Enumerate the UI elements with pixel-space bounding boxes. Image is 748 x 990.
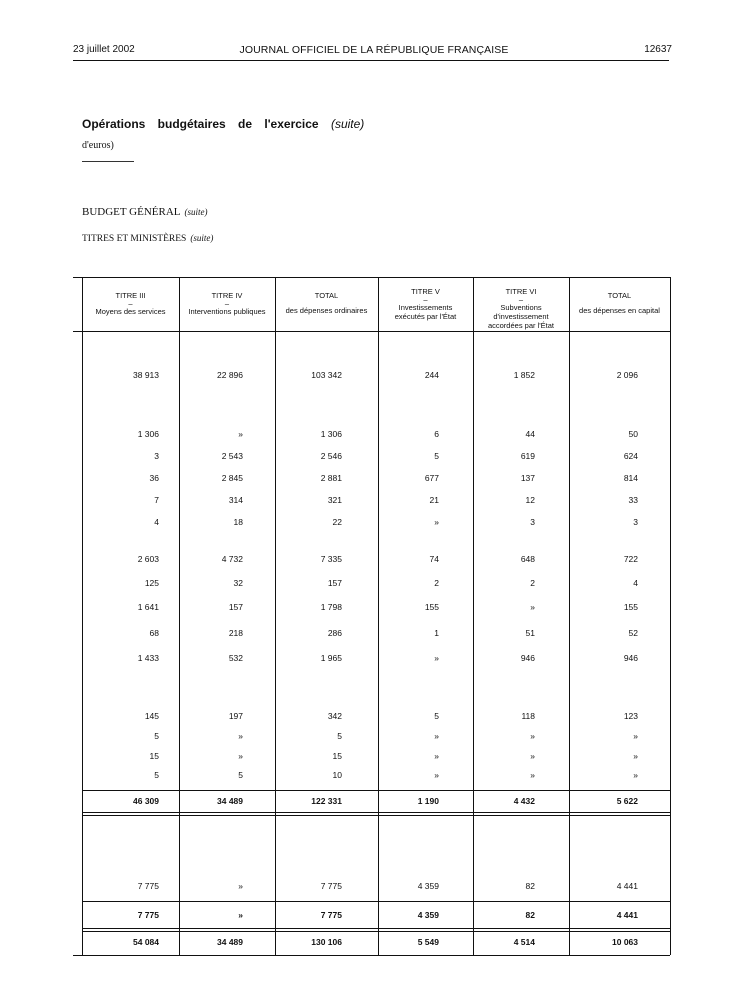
column-header-line2: – [518,295,524,304]
table-cell: 5 [337,731,342,741]
table-cell: 1 965 [320,653,342,663]
column-header [82,291,179,316]
column-header-line3: Subventions d'investissement [493,303,549,321]
table-cell: 4 441 [616,910,638,920]
table-cell: 157 [327,578,342,588]
budget-suffix: (suite) [184,207,208,217]
table-cell: 1 433 [137,653,159,663]
section-title-suffix: (suite) [330,117,365,131]
table-cell: 15 [149,751,159,761]
table-cell: 7 [154,495,159,505]
table-cell: 532 [228,653,243,663]
column-header [569,291,670,315]
table-cell: 5 [434,711,439,721]
table-cell: 619 [520,451,535,461]
table-cell: 5 [238,770,243,780]
table-cell: » [434,517,439,527]
page-number: 12637 [644,44,672,55]
table-cell: » [633,731,638,741]
table-cell: 4 441 [616,881,638,891]
table-cell: 125 [144,578,159,588]
table-cell: 82 [525,910,535,920]
table-cell: 1 641 [137,602,159,612]
table-cell: 7 775 [137,910,159,920]
table-cell: 103 342 [311,370,342,380]
table-cell: 342 [327,711,342,721]
section-title-text: Opérations budgétaires de l'exercice [82,117,319,131]
column-header-line1: TITRE VI [505,287,537,296]
table-cell: 244 [424,370,439,380]
table-cell: » [238,881,243,891]
table-cell: 33 [628,495,638,505]
table-cell: 52 [628,628,638,638]
table-cell: » [238,429,243,439]
table-cell: 74 [429,554,439,564]
table-cell: 157 [228,602,243,612]
table-cell: 2 845 [221,473,243,483]
table-cell: 6 [434,429,439,439]
table-cell: 286 [327,628,342,638]
table-cell: 218 [228,628,243,638]
table-cell: » [434,770,439,780]
table-cell: 2 [530,578,535,588]
table-cell: » [633,751,638,761]
table-cell: 68 [149,628,159,638]
column-header-line3: des dépenses en capital [579,306,660,315]
table-cell: 82 [525,881,535,891]
column-header-line4: accordées par l'État [487,321,555,330]
table-cell: 4 359 [417,881,439,891]
table-cell: 722 [623,554,638,564]
grand-total-rule [82,931,670,932]
table-cell: 5 [154,770,159,780]
table-cell: 1 190 [417,796,439,806]
table-cell: 321 [327,495,342,505]
column-header [473,287,569,330]
table-cell: 5 622 [616,796,638,806]
table-cell: 15 [332,751,342,761]
table-cell: 123 [623,711,638,721]
table-cell: 677 [424,473,439,483]
table-bottom-rule [73,955,670,956]
table-cell: 1 306 [320,429,342,439]
table-cell: 2 543 [221,451,243,461]
total-rule-top [82,790,670,791]
table-cell: 7 775 [320,881,342,891]
table-column-rule [670,277,671,955]
table-cell: 155 [623,602,638,612]
header-date: 23 juillet 2002 [73,44,135,55]
table-cell: » [238,751,243,761]
table-cell: 1 798 [320,602,342,612]
column-header [179,291,275,316]
table-cell: 34 489 [217,937,243,947]
table-cell: 1 852 [513,370,535,380]
journal-title: JOURNAL OFFICIEL DE LA RÉPUBLIQUE FRANÇAISE [239,44,509,56]
table-cell: 137 [520,473,535,483]
column-header-line1: TITRE V [411,287,440,296]
table-cell: » [434,653,439,663]
column-header-line3: des dépenses ordinaires [285,306,368,315]
unit-note: d'euros) [82,140,114,151]
table-cell: 2 546 [320,451,342,461]
table-cell: » [530,770,535,780]
column-header-line3: Interventions publiques [188,307,266,316]
table-cell: 314 [228,495,243,505]
table-cell: 4 [154,517,159,527]
table-cell: 5 [154,731,159,741]
column-header [275,291,378,315]
table-cell: 4 359 [417,910,439,920]
table-cell: 54 084 [133,937,159,947]
column-header-line1: TOTAL [314,291,339,300]
table-cell: 4 [633,578,638,588]
table-cell: 7 775 [320,910,342,920]
subtotal-rule-bottom [82,928,670,929]
table-cell: » [530,751,535,761]
table-cell: 18 [233,517,243,527]
table-cell: 46 309 [133,796,159,806]
column-header [378,287,473,321]
table-cell: 4 432 [513,796,535,806]
table-cell: 2 [434,578,439,588]
column-header-line4: exécutés par l'État [394,312,457,321]
table-cell: 648 [520,554,535,564]
table-cell: 145 [144,711,159,721]
table-cell: 5 [434,451,439,461]
total-rule-bottom-2 [82,815,670,816]
table-cell: 7 775 [137,881,159,891]
table-cell: 22 896 [217,370,243,380]
table-cell: 1 [434,628,439,638]
table-cell: » [238,910,243,920]
table-cell: 122 331 [311,796,342,806]
table-cell: 4 732 [221,554,243,564]
table-cell: 946 [623,653,638,663]
table-cell: » [434,751,439,761]
column-header-line3: Investissements [398,303,453,312]
table-cell: 1 306 [137,429,159,439]
table-cell: 36 [149,473,159,483]
table-header-rule [73,331,670,332]
table-cell: 10 [332,770,342,780]
table-cell: 197 [228,711,243,721]
table-cell: 50 [628,429,638,439]
table-cell: 155 [424,602,439,612]
table-cell: » [434,731,439,741]
table-cell: 624 [623,451,638,461]
column-header-line2: – [423,295,428,304]
table-cell: 44 [525,429,535,439]
column-header-line2: – [224,299,230,308]
table-cell: 22 [332,517,342,527]
table-cell: 3 [154,451,159,461]
table-cell: » [530,602,535,612]
table-cell: 51 [525,628,535,638]
column-header-line2: – [128,299,133,308]
table-cell: » [633,770,638,780]
table-cell: 34 489 [217,796,243,806]
subtotal-rule-top [82,901,670,902]
table-cell: 38 913 [133,370,159,380]
table-cell: 4 514 [513,937,535,947]
column-header-line1: TOTAL [607,291,632,300]
column-header-line1: TITRE III [115,291,146,300]
table-cell: 946 [520,653,535,663]
table-cell: 130 106 [311,937,342,947]
table-cell: 12 [525,495,535,505]
table-top-rule [73,277,670,278]
titres-suffix: (suite) [190,233,214,243]
table-cell: » [530,731,535,741]
table-cell: 118 [521,711,535,721]
table-cell: 2 603 [137,554,159,564]
table-cell: 5 549 [417,937,439,947]
table-cell: 2 881 [320,473,342,483]
table-cell: 814 [623,473,638,483]
table-cell: » [238,731,243,741]
budget-text: BUDGET GÉNÉRAL [82,206,181,218]
total-rule-bottom [82,812,670,813]
column-header-line1: TITRE IV [211,291,243,300]
titres-text: TITRES ET MINISTÈRES [82,234,187,244]
table-cell: 10 063 [612,937,638,947]
table-cell: 21 [429,495,439,505]
table-cell: 3 [633,517,638,527]
table-cell: 7 335 [320,554,342,564]
column-header-line3: Moyens des services [95,307,166,316]
table-cell: 3 [530,517,535,527]
table-cell: 2 096 [616,370,638,380]
table-cell: 32 [233,578,243,588]
